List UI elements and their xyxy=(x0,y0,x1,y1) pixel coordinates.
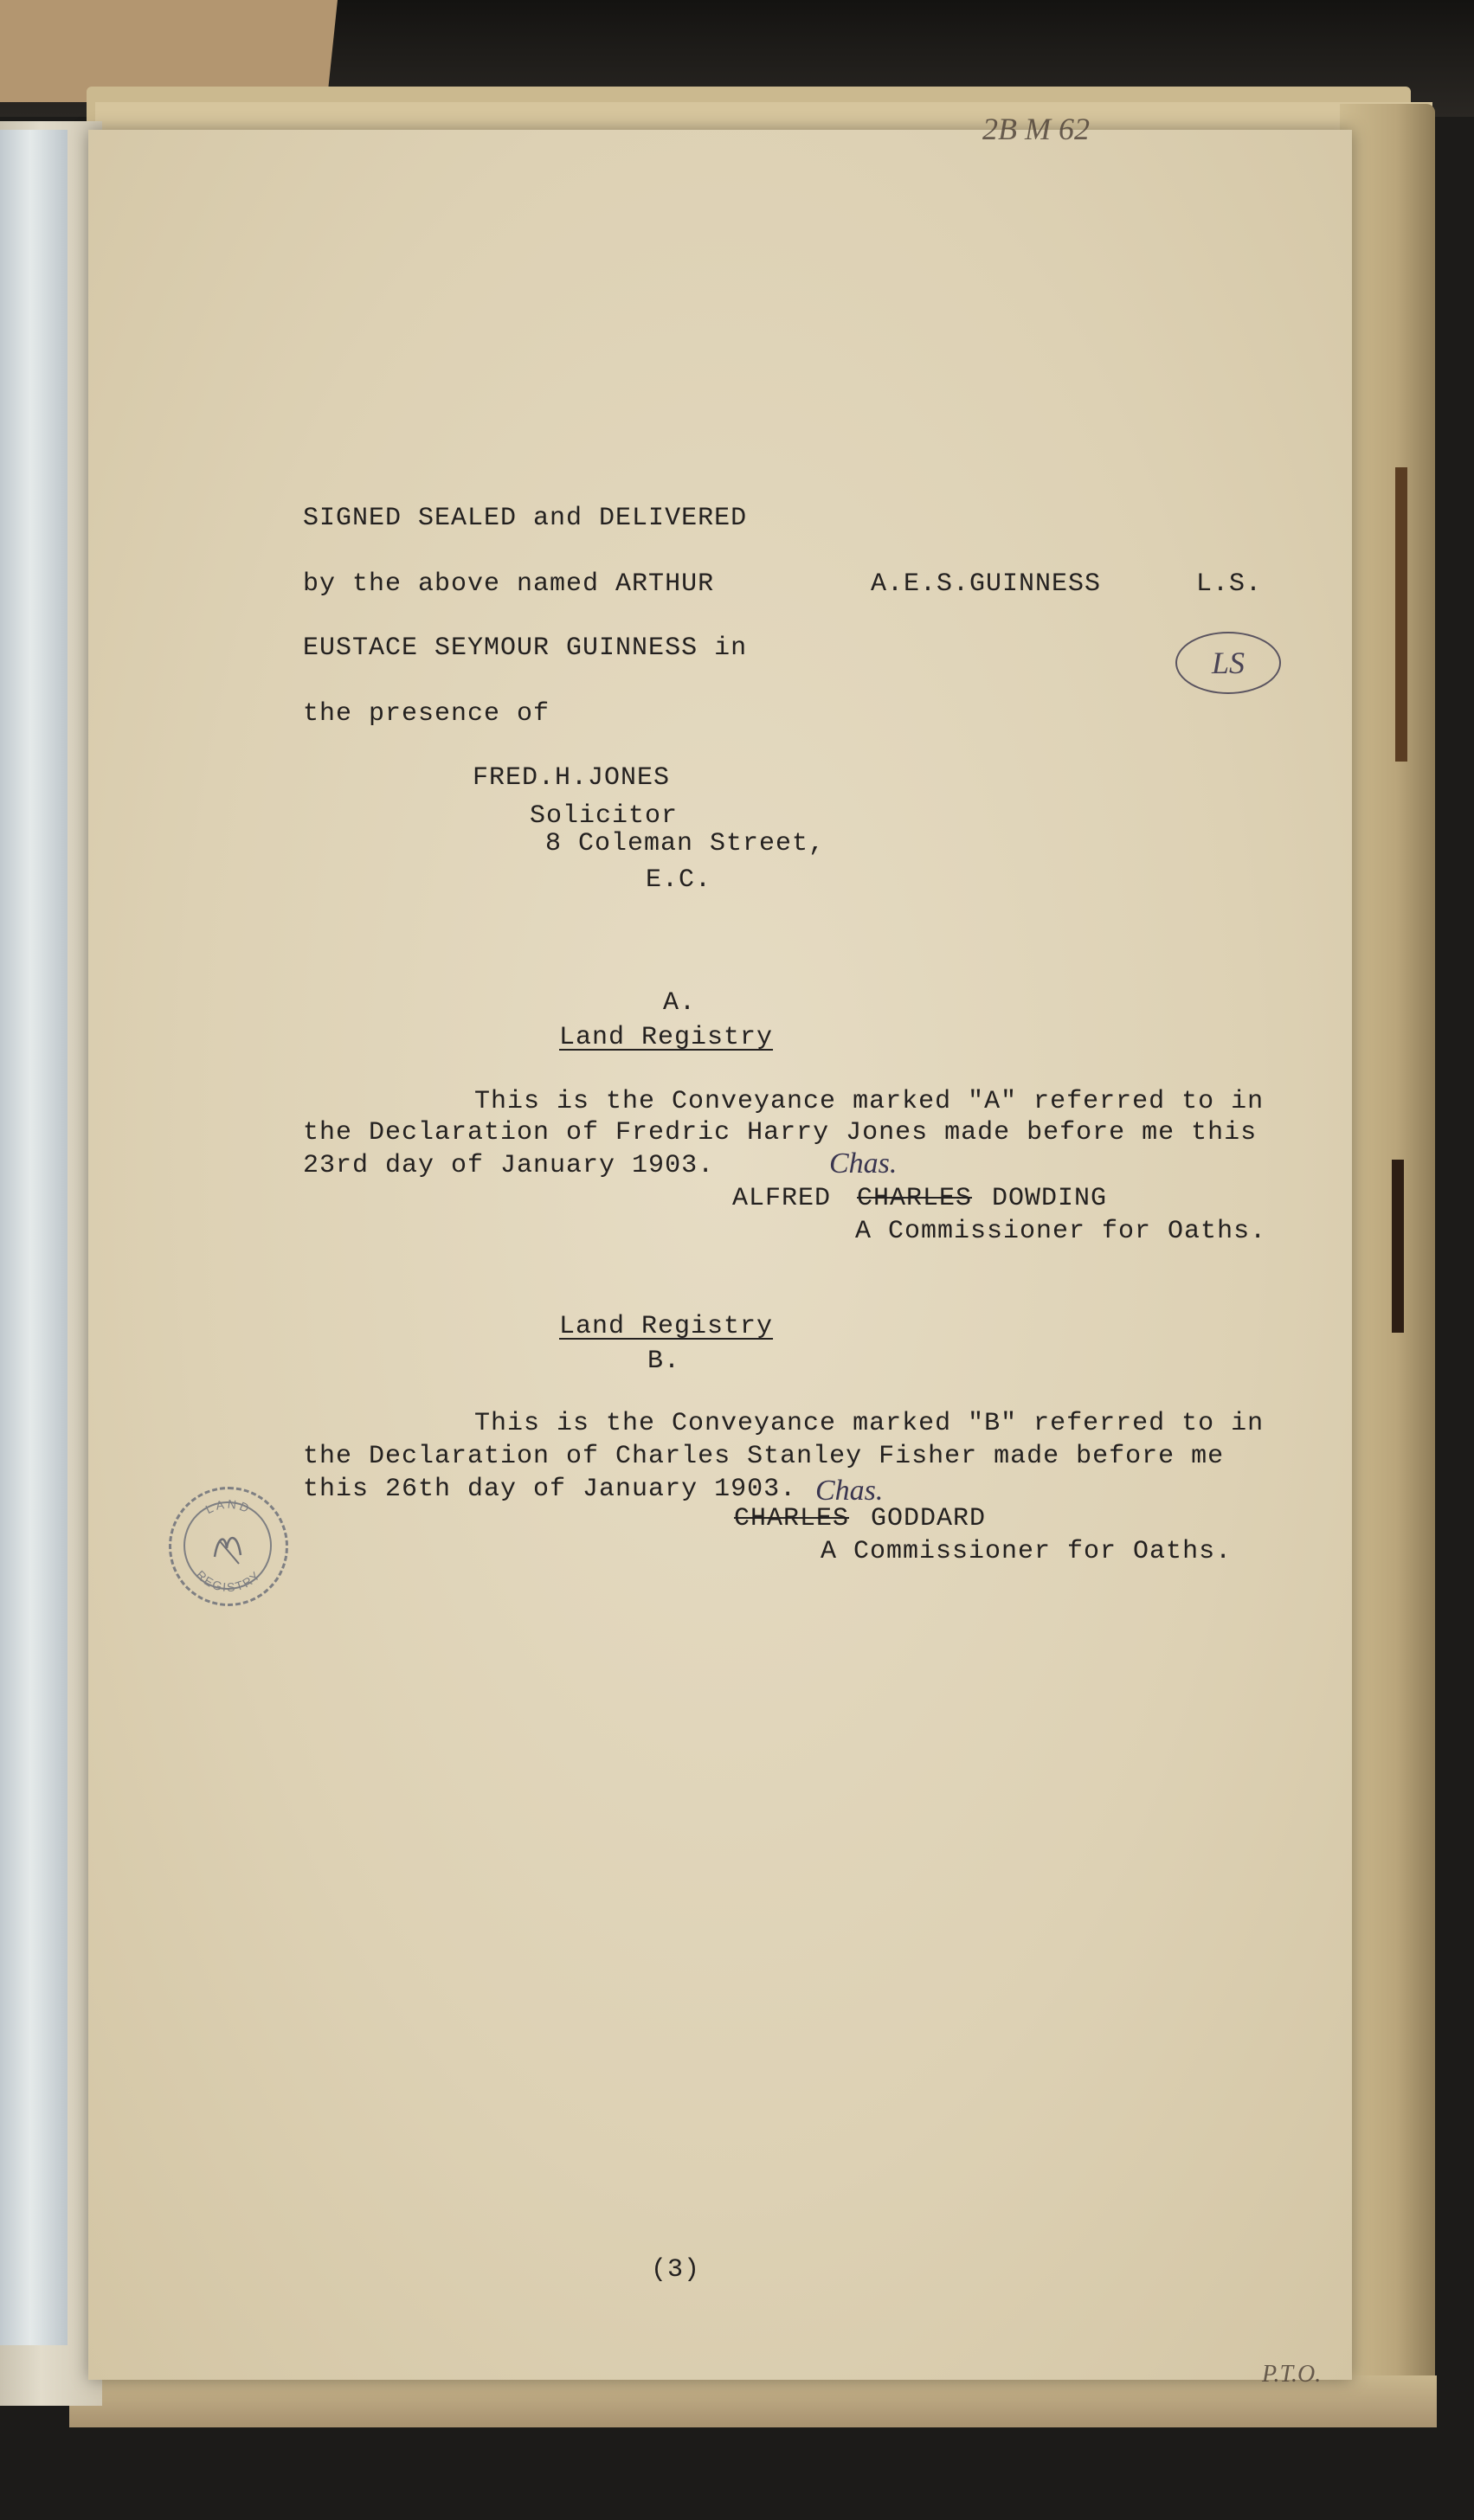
section-a-correction: Chas. xyxy=(829,1148,898,1180)
stamp-lettering xyxy=(171,1489,286,1604)
section-a-commissioner-last: DOWDING xyxy=(992,1184,1108,1213)
page-number: (3) xyxy=(651,2255,701,2285)
section-b-role: A Commissioner for Oaths. xyxy=(821,1537,1233,1566)
presence-line: the presence of xyxy=(303,699,550,729)
svg-text:LAND xyxy=(203,1497,254,1517)
page-tab-marker xyxy=(1392,1160,1404,1333)
signatory-name: A.E.S.GUINNESS xyxy=(871,569,1102,599)
page-tab-marker xyxy=(1395,467,1407,762)
section-b-marker: B. xyxy=(647,1347,681,1376)
witness-name: FRED.H.JONES xyxy=(473,763,671,793)
section-a-commissioner-first: ALFRED xyxy=(732,1184,832,1213)
stamp-text-top: LAND xyxy=(203,1496,254,1517)
section-a-line-3: 23rd day of January 1903. xyxy=(303,1151,715,1180)
section-a-line-2: the Declaration of Fredric Harry Jones made before me this xyxy=(303,1118,1258,1148)
section-b-line-2: the Declaration of Charles Stanley Fisher made before me xyxy=(303,1442,1225,1471)
bottom-note: P.T.O. xyxy=(1262,2361,1322,2388)
top-annotation: 2B M 62 xyxy=(982,112,1090,146)
section-a-role: A Commissioner for Oaths. xyxy=(855,1217,1267,1246)
witness-title: Solicitor xyxy=(530,801,679,831)
section-a-marker: A. xyxy=(663,988,697,1018)
above-named-line: by the above named ARTHUR xyxy=(303,569,715,599)
section-a-line-1: This is the Conveyance marked "A" referred to in xyxy=(474,1087,1265,1116)
witness-address: 8 Coleman Street, xyxy=(545,829,826,858)
section-b-commissioner-struck: CHARLES xyxy=(734,1504,850,1533)
page-stack-edge xyxy=(1340,104,1435,2397)
section-b-correction: Chas. xyxy=(815,1475,884,1507)
svg-text:REGISTRY xyxy=(194,1567,264,1594)
section-a-heading: Land Registry xyxy=(559,1023,774,1052)
section-b-line-3: this 26th day of January 1903. xyxy=(303,1475,797,1504)
stamp-text-bottom: REGISTRY xyxy=(193,1567,264,1595)
ls-seal-mark: LS xyxy=(1175,632,1281,694)
section-b-line-1: This is the Conveyance marked "B" referred to in xyxy=(474,1409,1265,1438)
bottom-edge xyxy=(69,2375,1437,2427)
binding-tape xyxy=(0,130,68,2345)
full-name-line: EUSTACE SEYMOUR GUINNESS in xyxy=(303,633,748,663)
ls-typed: L.S. xyxy=(1196,569,1263,599)
document-page xyxy=(88,130,1352,2380)
section-b-commissioner-last: GODDARD xyxy=(871,1504,987,1533)
section-b-heading: Land Registry xyxy=(559,1312,774,1341)
witness-district: E.C. xyxy=(646,865,712,895)
land-registry-stamp xyxy=(169,1487,288,1606)
section-a-commissioner-struck: CHARLES xyxy=(857,1184,973,1213)
signed-sealed-line: SIGNED SEALED and DELIVERED xyxy=(303,504,748,533)
